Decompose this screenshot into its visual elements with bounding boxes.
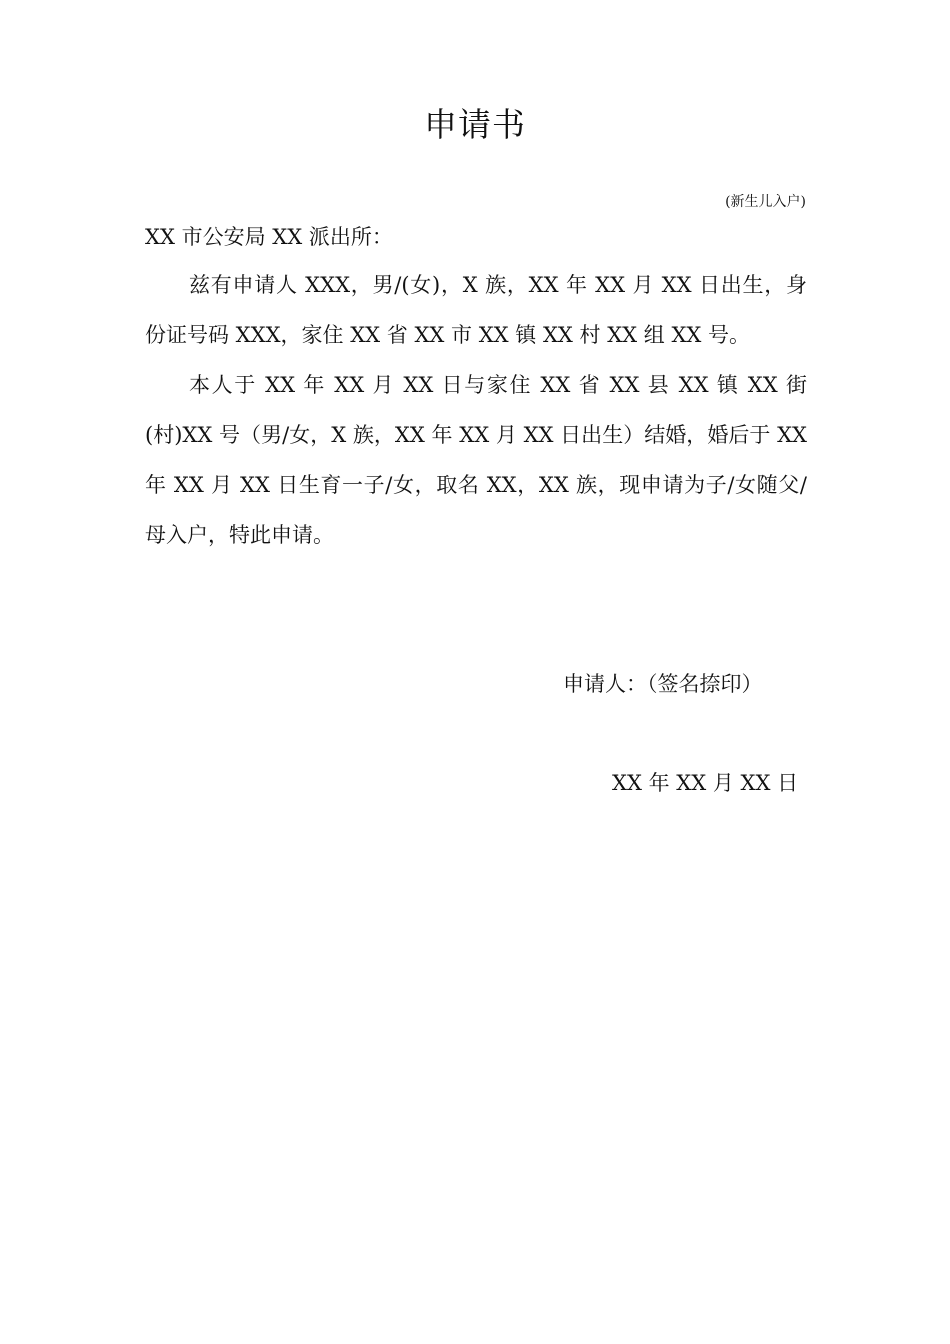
paragraph-applicant-info: 兹有申请人 XXX，男/(女)，X 族，XX 年 XX 月 XX 日出生，身份证号码 XXX，家住 XX 省 XX 市 XX 镇 XX 村 XX 组 XX 号。: [145, 273, 807, 347]
paragraph-marriage-birth: 本人于 XX 年 XX 月 XX 日与家住 XX 省 XX 县 XX 镇 XX 街(村)XX 号（男/女，X 族，XX 年 XX 月 XX 日出生）结婚，婚后于 XX 年 XX 月 XX 日生育一子/女，取名 XX，XX 族，现申请为子/女随父/母入户，特此申请。: [145, 373, 807, 547]
document-title: 申请书: [424, 105, 526, 144]
document-subtitle-note: (新生儿入户): [725, 194, 806, 210]
signature-line: 申请人：（签名捺印）: [563, 672, 763, 696]
salutation: XX 市公安局 XX 派出所：: [145, 225, 393, 249]
date-line: XX 年 XX 月 XX 日: [612, 771, 799, 795]
